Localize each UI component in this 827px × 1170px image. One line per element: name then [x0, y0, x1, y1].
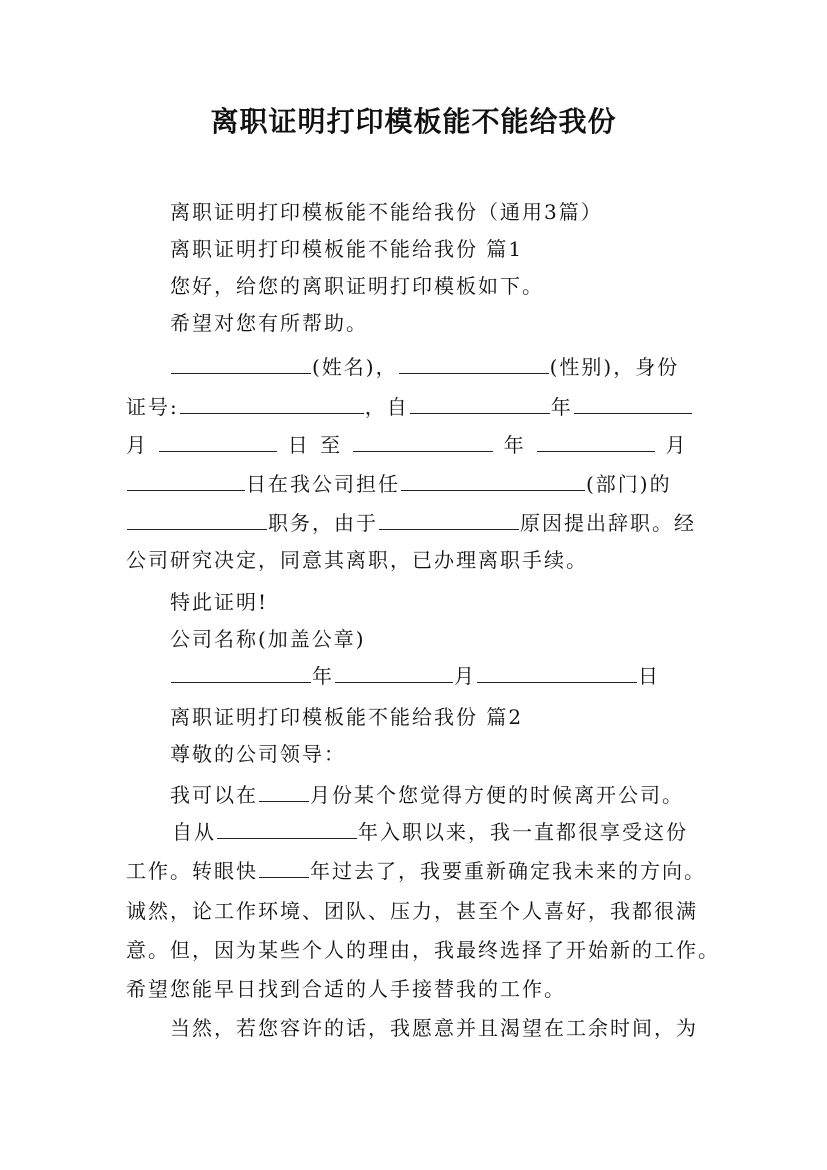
form-text: 年: [312, 664, 334, 688]
blank-field: [401, 472, 585, 491]
paragraph: 意。但，因为某些个人的理由，我最终选择了开始新的工作。: [126, 938, 720, 962]
form-text: 月: [126, 433, 149, 457]
intro-line: 离职证明打印模板能不能给我份（通用3篇）: [170, 200, 603, 224]
form-line: [170, 355, 679, 379]
blank-field: [353, 433, 493, 452]
text: 月份某个您觉得方便的时候离开公司。: [310, 783, 684, 807]
text: 我可以在: [170, 783, 258, 807]
form-line: [126, 395, 693, 419]
form-text: 日 至: [287, 433, 344, 457]
section-heading-2: 离职证明打印模板能不能给我份 篇2: [170, 705, 524, 729]
form-text: 月: [454, 664, 476, 688]
paragraph: 诚然，论工作环境、团队、压力，甚至个人喜好，我都很满: [126, 899, 698, 923]
paragraph: 您好，给您的离职证明打印模板如下。: [170, 274, 544, 298]
doc-title: 离职证明打印模板能不能给我份: [210, 105, 617, 138]
paragraph: [170, 783, 684, 807]
blank-field: [171, 355, 311, 374]
blank-field: [159, 433, 277, 452]
form-text: 职务，由于: [268, 511, 378, 535]
blank-field: [171, 664, 311, 683]
form-text: 日: [638, 664, 660, 688]
blank-field: [477, 664, 637, 683]
blank-field: [410, 395, 550, 414]
form-text: (姓名)，: [312, 355, 398, 379]
text: 自从: [172, 820, 216, 844]
text: 年入职以来，我一直都很享受这份: [358, 820, 688, 844]
blank-field: [127, 511, 267, 530]
form-line: [126, 511, 696, 535]
form-line: [126, 472, 672, 496]
paragraph: [126, 859, 706, 883]
blank-field: [379, 511, 519, 530]
form-text: 日在我公司担任: [246, 472, 400, 496]
blank-field: [335, 664, 453, 683]
paragraph: [172, 820, 688, 844]
form-text: 年: [550, 395, 573, 419]
form-text: 证号:: [126, 395, 179, 419]
section-heading-1: 离职证明打印模板能不能给我份 篇1: [170, 237, 524, 261]
blank-field: [180, 395, 364, 414]
date-line: [170, 664, 660, 688]
blank-field: [127, 472, 245, 491]
blank-field: [399, 355, 549, 374]
blank-field: [574, 395, 692, 414]
text: 工作。转眼快: [126, 859, 258, 883]
blank-field: [259, 859, 309, 878]
paragraph: 希望您能早日找到合适的人手接替我的工作。: [126, 977, 566, 1001]
form-text: (部门)的: [586, 472, 672, 496]
blank-field: [217, 820, 357, 839]
form-text: ，自: [364, 395, 409, 419]
form-text: 年: [503, 433, 527, 457]
form-text: 月: [665, 433, 689, 457]
paragraph: 当然，若您容许的话，我愿意并且渴望在工余时间，为: [170, 1016, 698, 1040]
company-name-line: 公司名称(加盖公章): [170, 627, 366, 651]
blank-field: [259, 783, 309, 802]
blank-field: [537, 433, 655, 452]
form-text: 原因提出辞职。经: [520, 511, 696, 535]
paragraph: 尊敬的公司领导：: [170, 742, 346, 766]
paragraph: 特此证明!: [170, 590, 269, 614]
text: 年过去了，我要重新确定我未来的方向。: [310, 859, 706, 883]
form-text: (性别)，身份: [549, 355, 680, 379]
form-line: [126, 433, 689, 457]
paragraph: 公司研究决定，同意其离职，已办理离职手续。: [126, 548, 588, 572]
paragraph: 希望对您有所帮助。: [170, 311, 368, 335]
